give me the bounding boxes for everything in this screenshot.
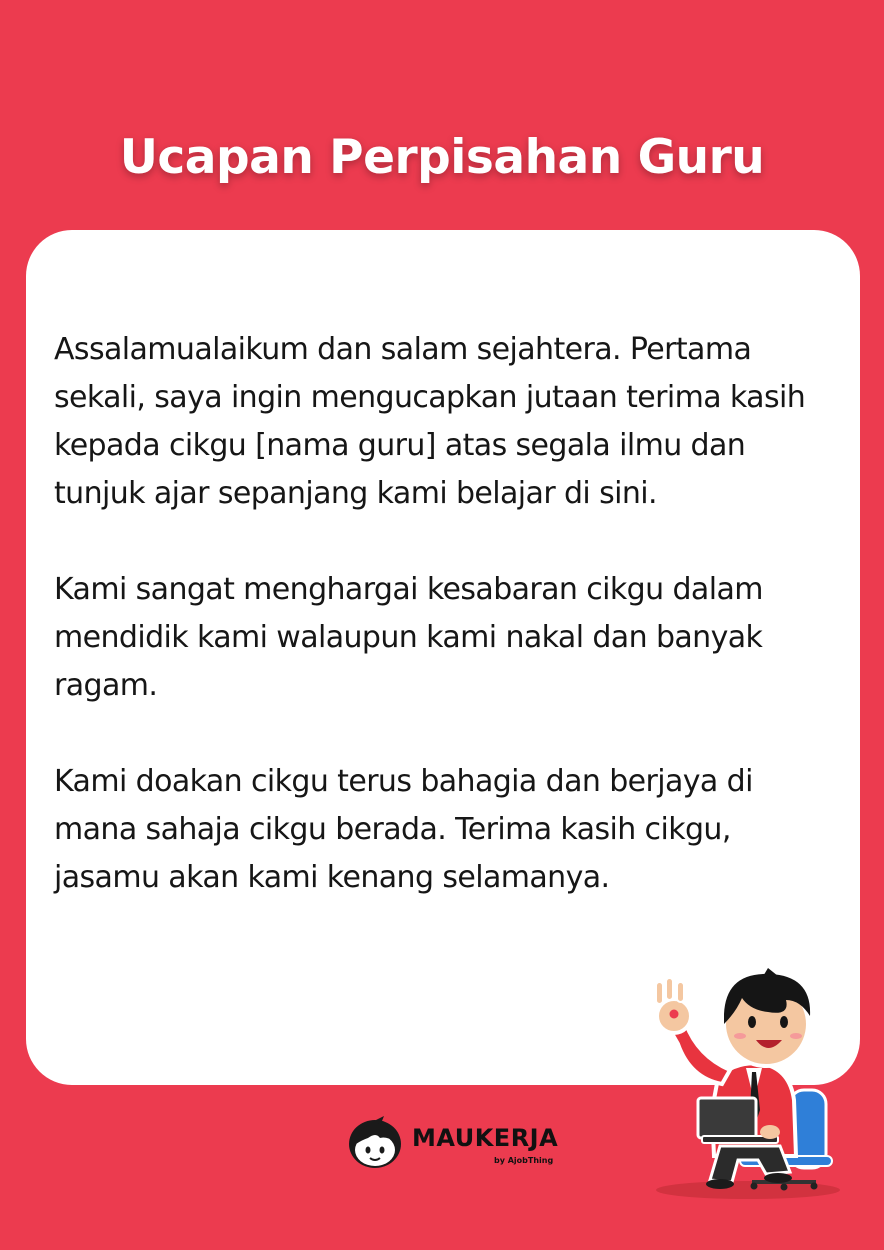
ok-hand-icon [656,978,691,1033]
message-card [26,230,860,1085]
boy-face-logo-icon [346,1114,404,1170]
message-paragraph-1: Assalamualaikum dan salam sejahtera. Pertama sekali, saya ingin mengucapkan jutaan terima kasih kepada cikgu [nama guru] atas segala ilmu dan tunjuk ajar sepanjang kami belajar di sini. [54,332,806,511]
mascot-illustration [640,960,860,1200]
message-body [54,326,834,902]
message-paragraph-2: Kami sangat menghargai kesabaran cikgu dalam mendidik kami walaupun kami nakal dan banyak ragam. [54,572,763,703]
mascot-head [720,968,812,1068]
paragraph-spacer [54,710,834,758]
brand-logo [346,1114,566,1170]
page-title: Ucapan Perpisahan Guru [119,130,765,185]
paragraph-spacer [54,518,834,566]
message-paragraph-3: Kami doakan cikgu terus bahagia dan berjaya di mana sahaja cikgu berada. Terima kasih cikgu, jasamu akan kami kenang selamanya. [54,764,753,895]
brand-tagline: by AjobThing [494,1156,554,1165]
brand-name: MAUKERJA [412,1124,559,1152]
